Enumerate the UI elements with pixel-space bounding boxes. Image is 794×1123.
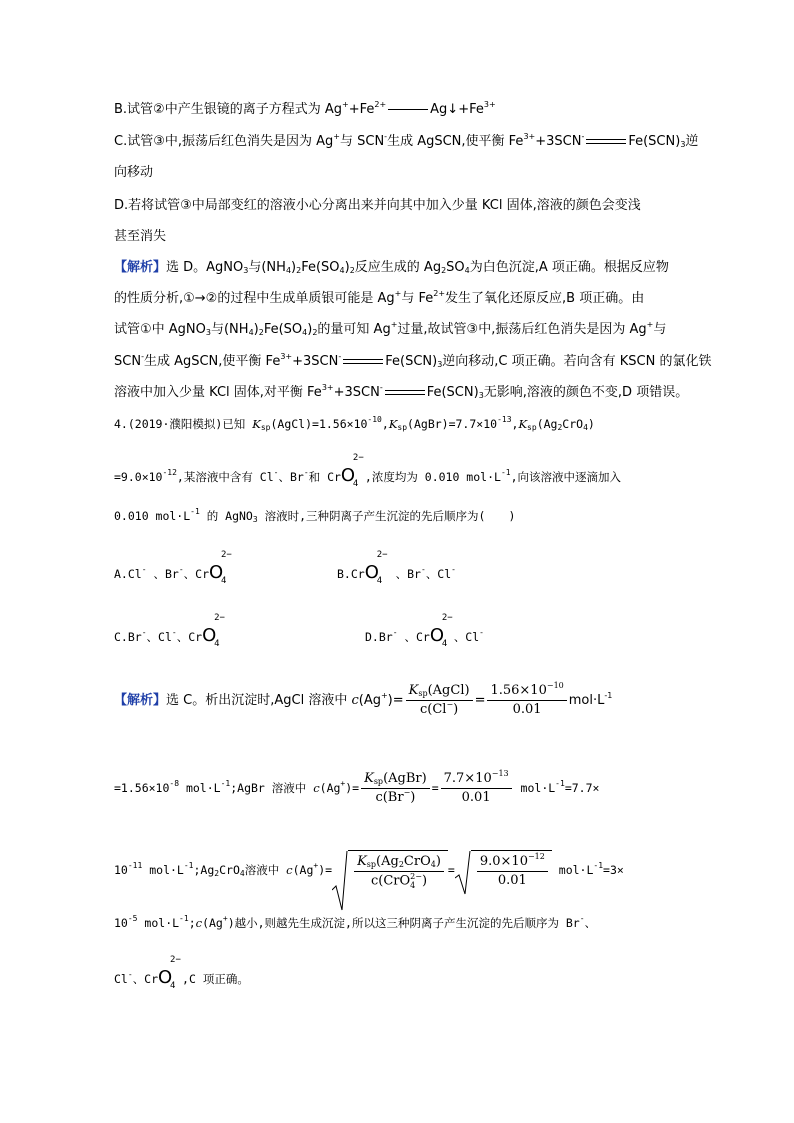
option-d-line-2: 甚至消失: [114, 229, 167, 244]
equilibrium-arrow-icon: [586, 138, 626, 146]
option-a: A.Cl- 、Br-、CrO 2− 4: [114, 550, 232, 586]
value-fraction: $\frac{7.7\times 10^{-13}}{0.01}$: [441, 770, 512, 807]
solution-line-5: Cl-、CrO 2− 4 ,C 项正确。: [114, 955, 249, 991]
option-d-line-1: D.若将试管③中局部变红的溶液小心分离出来并向其中加入少量 KCl 固体,溶液的颜色会变浅: [114, 198, 641, 213]
chromate-ion: O 2− 4: [364, 550, 388, 586]
radical-icon: [332, 850, 348, 912]
solution-line-1: 【解析】选 C。析出沉淀时,AgCl 溶液中 c(Ag+)= $\frac{K_{sp}(AgCl)}{c(Cl^-)}$ = $\frac{1.56\times 10^{-10}}{0.01}$ $mol\cdot L^{-1}$: [114, 681, 613, 717]
chromate-ion: O 2− 4: [202, 613, 225, 649]
square-root-1: [332, 850, 448, 891]
ksp-fraction: $\frac{K_{sp}(AgBr)}{c(Br^-)}$: [361, 770, 430, 807]
solution-line-3: $10^{-11}$ $mol\cdot L^{-1};Ag_2CrO_4$溶液中 c(Ag+)= $K_{sp}(Ag_2CrO_4)$ c(CrO 2− 4 ) = $\frac{9.0\times 10^{-12}}{0.01}$ $mol\cdot L^{-1}=3\times$: [114, 850, 624, 891]
value-fraction: $\frac{9.0\times 10^{-12}}{0.01}$: [477, 853, 548, 890]
option-c-line-1: C.试管③中,振荡后红色消失是因为 Ag+与 SCN-生成 AgSCN,使平衡 $Fe^{3+}+3SCN^-$ $Fe(SCN)_3$逆: [114, 132, 699, 149]
analysis-line-5: 溶液中加入少量 KCl 固体,对平衡 $Fe^{3+}+3SCN^-$ $Fe(SCN)_3$无影响,溶液的颜色不变,D 项错误。: [114, 383, 689, 400]
square-root-2: [455, 850, 552, 890]
option-b-line: B.试管②中产生银镜的离子方程式为 $Ag^++Fe^{2+}$ $Ag↓+Fe^{3+}$: [114, 100, 496, 117]
chromate-ion: O 2− 4: [429, 613, 453, 649]
equilibrium-arrow-icon: [343, 358, 383, 366]
equilibrium-arrow-icon: [385, 389, 425, 397]
analysis-tag: 【解析】: [114, 693, 167, 708]
question-4-line-3: 0.010 $mol\cdot L^{-1}$ 的 AgNO$_3$ 溶液时,三种阴离子产生沉淀的先后顺序为( ): [114, 507, 516, 524]
option-c-line-2: 向移动: [114, 165, 154, 180]
analysis-line-3: 试管①中 AgNO$_3$与$(NH_4)_2Fe(SO_4)_2$的量可知 Ag+过量,故试管③中,振荡后红色消失是因为 Ag+与: [114, 320, 667, 337]
analysis-line-1: 【解析】选 D。AgNO$_3$与$(NH_4)_2Fe(SO_4)_2$反应生成的 $Ag_2SO_4$为白色沉淀,A 项正确。根据反应物: [114, 260, 669, 275]
question-4-line-2: $=9.0\times 10^{-12}$,某溶液中含有 Cl-、Br-和 CrO 2− 4 ,浓度均为 0.010 $mol\cdot L^{-1}$,向该溶液中逐滴加入: [114, 453, 622, 489]
analysis-line-2: 的性质分析,①→②的过程中生成单质银可能是 Ag+与 $Fe^{2+}$发生了氧化还原反应,B 项正确。由: [114, 289, 645, 306]
option-d: D.Br- 、CrO 2− 4 、Cl-: [365, 613, 484, 649]
option-c: C.Br-、Cl-、CrO 2− 4: [114, 613, 225, 649]
analysis-tag: 【解析】: [114, 260, 167, 275]
ksp-fraction: $\frac{K_{sp}(AgCl)}{c(Cl^-)}$: [406, 682, 473, 719]
solution-line-4: $10^{-5}$ $mol\cdot L^{-1};c(Ag^+)$越小,则越先生成沉淀,所以这三种阴离子产生沉淀的先后顺序为 Br-、: [114, 914, 597, 930]
chromate-ion: O 2− 4: [340, 453, 364, 489]
question-4-line-1: 4.(2019·濮阳模拟)已知 $K_{sp}(AgCl)=1.56\times 10^{-10},K_{sp}(AgBr)=7.7\times 10^{-13},K_{sp}(Ag_2CrO_4)$: [114, 415, 595, 432]
reaction-arrow-icon: [388, 107, 428, 113]
chromate-ion: O 2− 4: [158, 955, 181, 991]
value-fraction: $\frac{1.56\times 10^{-10}}{0.01}$: [487, 682, 566, 719]
option-b: B.CrO 2− 4 、Br-、Cl-: [337, 550, 456, 586]
analysis-line-4: SCN-生成 AgSCN,使平衡 $Fe^{3+}+3SCN^-$ $Fe(SCN)_3$逆向移动,C 项正确。若向含有 KSCN 的氯化铁: [114, 352, 712, 369]
ksp-fraction: $K_{sp}(Ag_2CrO_4)$ c(CrO 2− 4 ): [354, 853, 444, 891]
radical-icon: [455, 850, 471, 896]
chromate-ion: O 2− 4: [209, 550, 232, 586]
solution-line-2: $=1.56\times 10^{-8}$ $mol\cdot L^{-1};AgBr$ 溶液中 c(Ag+)= $\frac{K_{sp}(AgBr)}{c(Br^-)}$ = $\frac{7.7\times 10^{-13}}{0.01}$ $mol\cdot L^{-1}=7.7\times$: [114, 769, 600, 805]
